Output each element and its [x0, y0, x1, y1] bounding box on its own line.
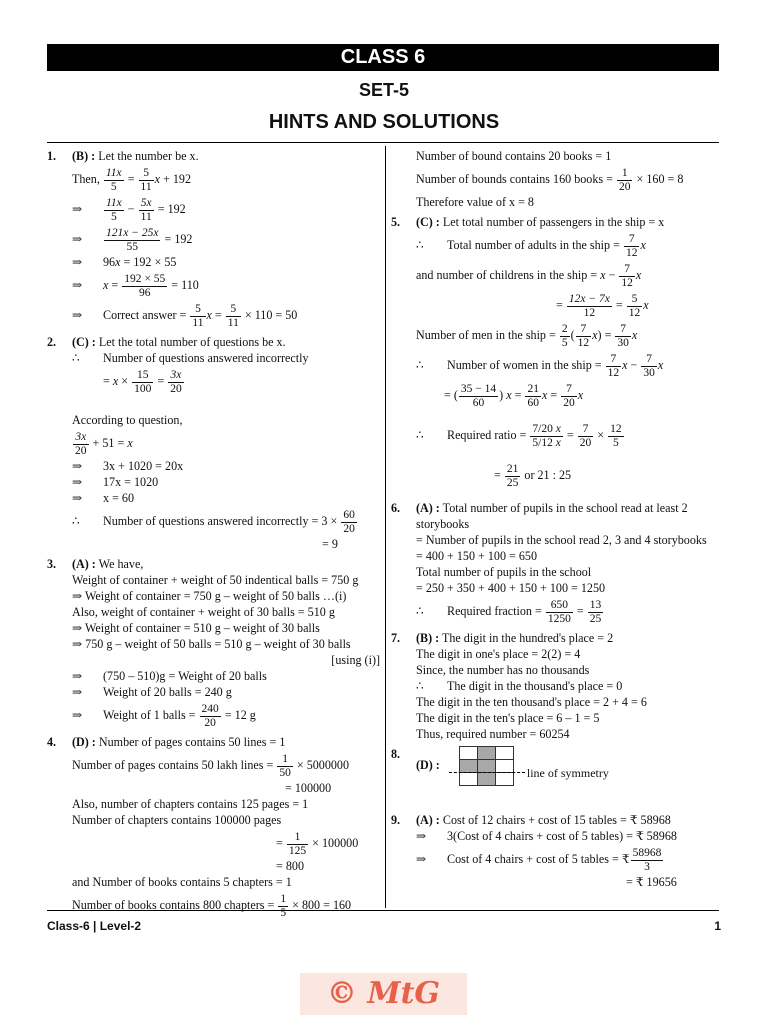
footer-class-level: Class-6 | Level-2: [47, 919, 142, 933]
equation-line: ⇒ $\frac{11x}{5}$ − $\frac{5x}{11}$ = 192: [72, 194, 380, 224]
solution-text: Let the total number of questions be x.: [98, 335, 286, 349]
solution-text: = 12 g: [224, 708, 256, 722]
question-number: 1.: [47, 149, 57, 163]
solution-text: Weight of container = 510 g – weight of 30 balls: [84, 621, 320, 635]
implies-icon: ⇒: [72, 232, 83, 246]
solution-text: = 400 + 150 + 100 = 650: [416, 549, 538, 563]
therefore-icon: ∴: [416, 358, 424, 372]
solution-text: Total number of pupils in the school: [416, 565, 592, 579]
solution-text: Since, the number has no thousands: [416, 663, 590, 677]
solution-text: Cost of 4 chairs + cost of 5 tables = ₹: [447, 852, 630, 866]
symmetry-line: [449, 772, 525, 773]
solution-text: Then,: [72, 172, 100, 186]
solution-text: Number of chapters contains 100000 pages: [72, 813, 282, 827]
question-number: 6.: [391, 501, 401, 515]
answer-option: (D) :: [72, 735, 96, 749]
therefore-icon: ∴: [416, 604, 424, 618]
implies-icon: ⇒: [72, 669, 83, 683]
therefore-icon: ∴: [416, 679, 424, 693]
equation-line: ⇒ 96x = 192 × 55: [72, 255, 177, 269]
equation-line: ⇒ $\frac{121x - 25x}{55}$ = 192: [72, 224, 380, 254]
solution-text: 750 g – weight of 50 balls = 510 g – weight of 30 balls: [85, 637, 351, 651]
solution-text: = 250 + 350 + 400 + 150 + 100 = 1250: [416, 581, 606, 595]
solution-text: = 800: [276, 859, 304, 873]
solution-text: Also, weight of container + weight of 30 balls = 510 g: [72, 605, 335, 619]
solution-text: The digit in the ten thousand's place = 2 + 4 = 6: [416, 695, 647, 709]
solution-text: Number of bound contains 20 books = 1: [416, 149, 612, 163]
solution-text: 3x + 1020 = 20x: [103, 459, 184, 473]
answer-option: (C) :: [72, 335, 96, 349]
implies-icon: ⇒: [72, 621, 83, 635]
therefore-icon: ∴: [72, 514, 80, 528]
solution-text: Therefore value of x = 8: [416, 195, 534, 209]
symmetry-label: line of symmetry: [526, 766, 609, 780]
question-number: 5.: [391, 215, 401, 229]
implies-icon: ⇒: [72, 459, 83, 473]
solution-text: 3(Cost of 4 chairs + cost of 5 tables) = ₹ 58968: [447, 829, 677, 843]
equation-line: Number of pages contains 50 lakh lines = $\frac{1}{50}$ × 5000000: [72, 752, 350, 779]
solution-text: and number of childrens in the ship =: [416, 268, 598, 282]
solution-2: 2. (C) : Let the total number of questions be x. ∴ Number of questions answered incorrectly = x × $\frac{15}{100}$ = $\frac{3x}{20}$ According to question, $\frac{3x}{20}$ + 51 = x ⇒ 3x + 1020 = 20x ⇒ 17x = 1020 ⇒ x = 60 ∴ Number of questions answered incorrectly = 3 × $\frac{60}{20}$ = 9: [47, 334, 380, 552]
question-number: 4.: [47, 735, 57, 749]
equation-line: = $\frac{21}{25}$ or 21 : 25: [494, 462, 572, 489]
equation-line: Number of books contains 800 chapters = $\frac{1}{5}$ × 800 = 160: [72, 892, 352, 919]
solution-text: Number of questions answered incorrectly = 3 ×: [103, 514, 338, 528]
solution-text: Number of women in the ship =: [447, 358, 602, 372]
solution-text: According to question,: [72, 413, 183, 427]
implies-icon: ⇒: [72, 308, 83, 322]
equation-line: ⇒ x = $\frac{192 \times 55}{96}$ = 110: [72, 270, 380, 300]
implies-icon: ⇒: [72, 278, 83, 292]
solution-4-continued: [391, 148, 721, 210]
solution-text: Number of men in the ship =: [416, 328, 556, 342]
solution-text: Also, number of chapters contains 125 pages = 1: [72, 797, 309, 811]
equation-line: = x × $\frac{15}{100}$ = $\frac{3x}{20}$: [103, 368, 182, 395]
answer-option: (D) :: [416, 757, 440, 772]
right-column: [391, 148, 721, 894]
equation-line: $\frac{3x}{20}$ + 51 = x: [75, 430, 133, 457]
solution-6: 6. (A) : Total number of pupils in the school read at least 2 storybooks = Number of pupils in the school read 2, 3 and 4 storybooks = 400 + 150 + 100 = 650 Total number of pupils in the school = 250 + 350 + 400 + 150 + 100 = 1250 ∴ Required fraction = $\frac{650}{1250}$ = $\frac{13}{25}$: [391, 500, 721, 626]
solution-text: Number of pages contains 50 lines = 1: [98, 735, 286, 749]
column-divider: [385, 146, 386, 908]
solution-text: [using (i)]: [331, 653, 380, 667]
solution-text: The digit in the ten's place = 6 – 1 = 5: [416, 711, 600, 725]
equation-line: = ( $\frac{35 - 14}{60}$ ) x = $\frac{21}{60}$ x = $\frac{7}{20}$ x: [444, 382, 584, 409]
page-title: HINTS AND SOLUTIONS: [268, 111, 500, 133]
implies-icon: ⇒: [72, 708, 83, 722]
solution-text: (750 – 510)g = Weight of 20 balls: [103, 669, 267, 683]
solution-text: Number of books contains 800 chapters =: [72, 898, 275, 912]
equation-line: = $\frac{1}{125}$ × 100000: [276, 830, 359, 857]
equation-line: and number of childrens in the ship = x − $\frac{7}{12}$ x: [416, 262, 642, 289]
solution-7: [391, 630, 721, 742]
therefore-icon: ∴: [72, 351, 80, 365]
solution-8: [391, 746, 721, 808]
question-number: 8.: [391, 747, 401, 761]
symmetry-grid: [459, 746, 609, 786]
solution-text: Total number of pupils in the school read at least 2: [442, 501, 688, 515]
question-number: 7.: [391, 631, 401, 645]
solution-text: = 9: [322, 537, 338, 551]
solution-text: and Number of books contains 5 chapters = 1: [72, 875, 292, 889]
solution-text: We have,: [98, 557, 144, 571]
implies-icon: ⇒: [72, 637, 83, 651]
equation-line: Then, $\frac{11x}{5}$ = $\frac{5}{11}$ x + 192: [72, 166, 192, 193]
solution-text: Weight of 20 balls = 240 g: [103, 685, 232, 699]
therefore-icon: ∴: [416, 238, 424, 252]
implies-icon: ⇒: [72, 202, 83, 216]
solution-text: = Number of pupils in the school read 2, 3 and 4 storybooks: [416, 533, 707, 547]
solution-4: [47, 734, 380, 920]
solution-text: The digit in the thousand's place = 0: [447, 679, 623, 693]
implies-icon: ⇒: [416, 829, 427, 843]
solution-text: Thus, required number = 60254: [416, 727, 570, 741]
solution-text: Required fraction =: [447, 604, 542, 618]
set-heading: SET-5: [358, 80, 410, 100]
answer-option: (C) :: [416, 215, 440, 229]
solution-text: Number of questions answered incorrectly: [103, 351, 309, 365]
solution-text: Weight of container + weight of 50 indentical balls = 750 g: [72, 573, 359, 587]
solution-text: Total number of adults in the ship =: [447, 238, 620, 252]
solution-3: 3. (A) : We have, Weight of container + weight of 50 indentical balls = 750 g ⇒ Weight of container = 750 g – weight of 50 balls …(i) Also, weight of container + weight of 30 balls = 510 g ⇒ Weight of container = 510 g – weight of 30 balls ⇒ 750 g – weight of 50 balls = 510 g – weight of 30 balls [using (i)] ⇒ (750 – 510)g = Weight of 20 balls ⇒ Weight of 20 balls = 240 g ⇒ Weight of 1 balls = $\frac{240}{20}$ = 12 g: [47, 557, 380, 729]
page-number: 1: [714, 919, 721, 933]
solution-text: x = 60: [103, 491, 135, 505]
answer-option: (B) :: [72, 149, 96, 163]
solution-text: Let total number of passengers in the ship = x: [442, 215, 665, 229]
solution-text: Cost of 12 chairs + cost of 15 tables = ₹ 58968: [442, 813, 671, 827]
answer-option: (A) :: [72, 557, 96, 571]
answer-option: (B) :: [416, 631, 440, 645]
question-number: 9.: [391, 813, 401, 827]
implies-icon: ⇒: [72, 685, 83, 699]
equation-line: = $\frac{12x - 7x}{12}$ = $\frac{5}{12}$ x: [556, 292, 649, 319]
mtg-logo: © MtG: [300, 973, 467, 1015]
solution-text: or 21 : 25: [524, 468, 572, 482]
equation-line: ⇒ Correct answer = $\frac{5}{11}$ x = $\frac{5}{11}$ × 110 = 50: [72, 300, 380, 330]
solution-text: Weight of container = 750 g – weight of 50 balls …(i): [84, 589, 347, 603]
implies-icon: ⇒: [72, 255, 83, 269]
implies-icon: ⇒: [72, 491, 83, 505]
solution-text: storybooks: [416, 517, 470, 531]
equation-line: Number of bounds contains 160 books = $\frac{1}{20}$ × 160 = 8: [416, 166, 684, 193]
question-number: 3.: [47, 557, 57, 571]
class-banner: CLASS 6: [47, 44, 719, 71]
therefore-icon: ∴: [416, 428, 424, 442]
solution-text: The digit in one's place = 2(2) = 4: [416, 647, 581, 661]
solution-text: Required ratio =: [447, 428, 527, 442]
left-column: [47, 148, 380, 924]
implies-icon: ⇒: [416, 852, 427, 866]
question-number: 2.: [47, 335, 57, 349]
title-rule: [47, 142, 719, 143]
implies-icon: ⇒: [72, 475, 83, 489]
solution-text: = 100000: [285, 781, 332, 795]
solution-text: Weight of 1 balls =: [103, 708, 196, 722]
answer-option: (A) :: [416, 813, 440, 827]
solution-text: Number of bounds contains 160 books =: [416, 172, 613, 186]
equation-line: Number of men in the ship = $\frac{2}{5}$ ( $\frac{7}{12}$ x) = $\frac{7}{30}$ x: [416, 322, 638, 349]
solution-text: Correct answer =: [103, 308, 187, 322]
solution-text: = ₹ 19656: [626, 875, 677, 889]
solution-text: Number of pages contains 50 lakh lines =: [72, 758, 274, 772]
solution-text: 17x = 1020: [103, 475, 159, 489]
answer-option: (A) :: [416, 501, 440, 515]
solution-text: Let the number be x.: [98, 149, 199, 163]
implies-icon: ⇒: [72, 589, 83, 603]
solution-9: 9. (A) : Cost of 12 chairs + cost of 15 tables = ₹ 58968 ⇒ 3(Cost of 4 chairs + cost of 5 tables) = ₹ 58968 ⇒ Cost of 4 chairs + cost of 5 tables = ₹ $\frac{58968}{3}$ = ₹ 19656: [391, 812, 721, 890]
solution-5: 5. (C) : Let total number of passengers in the ship = x ∴ Total number of adults in the ship = $\frac{7}{12}$ x and number of childrens in the ship = x − $\frac{7}{12}$ x = $\frac{12x - 7x}{12}$ = $\frac{5}{12}$ x Number of men in the ship = $\frac{2}{5}$ ( $\frac{7}{12}$ x) = $\frac{7}{30}$ x ∴ Number of women in the ship = $\frac{7}{12}$ x − $\frac{7}{30}$ x = ( $\frac{35 - 14}{60}$ ) x = $\frac{21}{60}$ x = $\frac{7}{20}$ x ∴ Required ratio = $\frac{7/20 x}{5/12 x}$ = $\frac{7}{20}$ × $\frac{12}{5}$ = $\frac{21}{25}$ or 21 : 25: [391, 214, 721, 490]
solution-text: The digit in the hundred's place = 2: [441, 631, 614, 645]
solution-1: [47, 148, 380, 330]
